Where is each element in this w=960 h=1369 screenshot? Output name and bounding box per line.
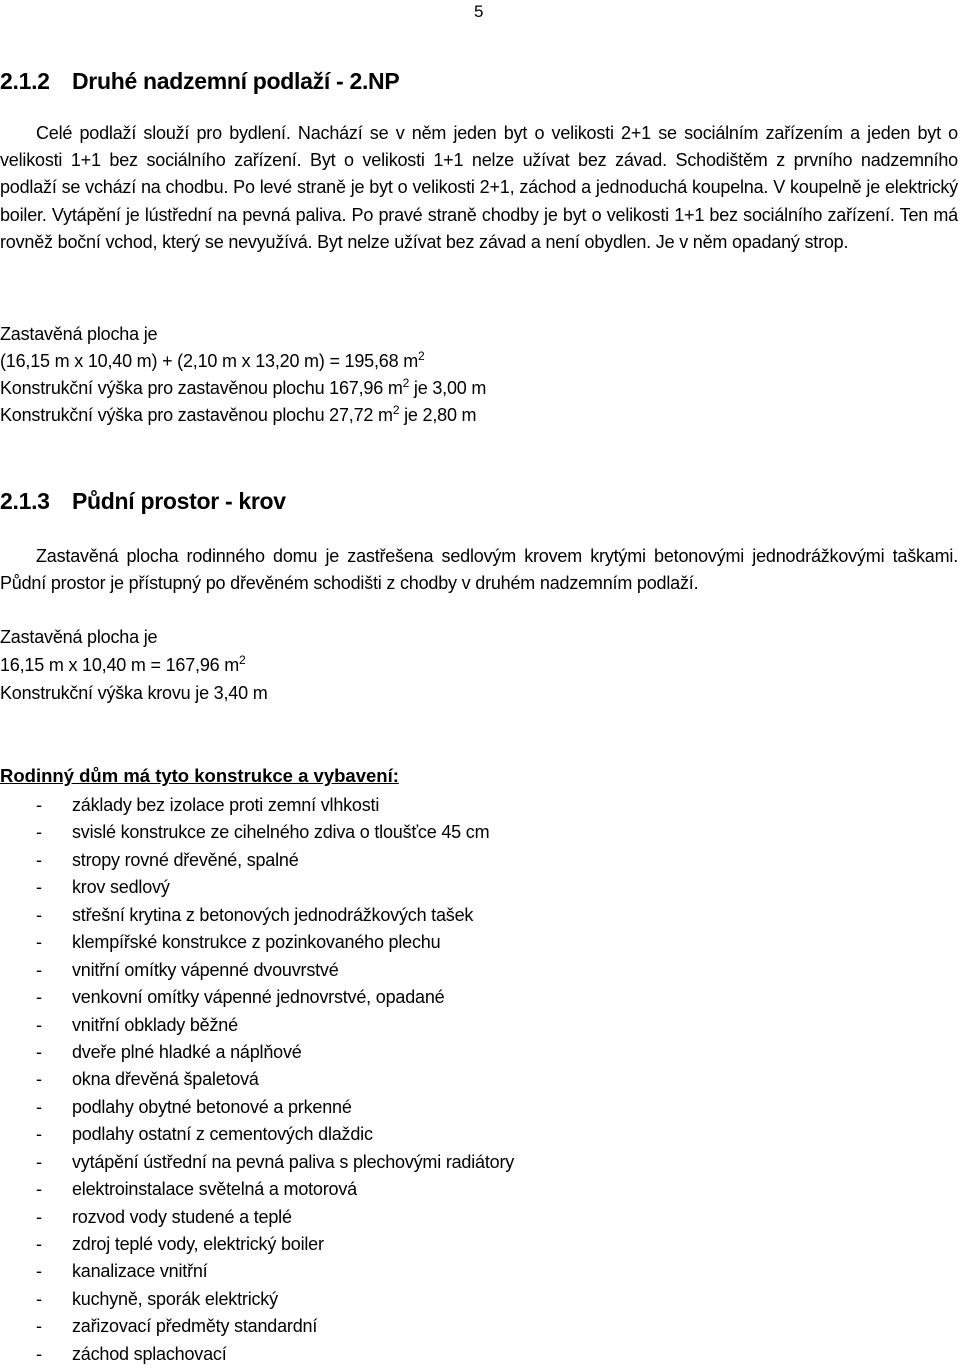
height-line-1: Konstrukční výška pro zastavěnou plochu 167,96 $m^2$ je 3,00 m xyxy=(0,376,487,398)
section-title: Druhé nadzemní podlaží - 2.NP xyxy=(72,68,400,94)
section-title: Půdní prostor - krov xyxy=(72,488,286,514)
area-label-2np: Zastavěná plocha je xyxy=(0,324,158,344)
height-krov: Konstrukční výška krovu je 3,40 m xyxy=(0,683,268,703)
area-label-krov: Zastavěná plocha je xyxy=(0,627,158,647)
paragraph-krov-description: Zastavěná plocha rodinného domu je zastřešena sedlovým krovem krytými betonovými jednodrážkovými taškami. Půdní prostor je přístupný po dřevěném schodišti z chodby v druhém nadzemním podlaží. xyxy=(0,546,958,594)
paragraph-2np-description: Celé podlaží slouží pro bydlení. Nachází se v něm jeden byt o velikosti 2+1 se sociálním zařízením a jeden byt o velikosti 1+1 bez sociálního zařízení. Byt o velikosti 1+1 nelze užívat bez závad. Schodištěm z prvního nadzemního podlaží se vchází na chodbu. Po levé straně je byt o velikosti 2+1, záchod a jednoduchá koupelna. V koupelně je elektrický boiler. Vytápění je lústřední na pevná paliva. Po pravé straně chodby je byt o velikosti 1+1 bez sociálního zařízení. Ten má rovněž boční vchod, který se nevyužívá. Byt nelze užívat bez závad a není obydlen. Je v něm opadaný strop. xyxy=(0,123,958,252)
section-number: 2.1.2 xyxy=(0,68,50,94)
area-formula-2np: (16,15 m x 10,40 m) + (2,10 m x 13,20 m) = 195,68 $m^2$ xyxy=(0,349,425,371)
section-heading-krov xyxy=(0,488,286,515)
page-number: 5 xyxy=(474,2,484,21)
height-line-2: Konstrukční výška pro zastavěnou plochu 27,72 $m^2$ je 2,80 m xyxy=(0,403,477,425)
area-formula-krov: 16,15 m x 10,40 m = 167,96 $m^2$ xyxy=(0,653,246,675)
section-number: 2.1.3 xyxy=(0,488,50,514)
section-heading-2np xyxy=(0,68,399,95)
construction-list-title: Rodinný dům má tyto konstrukce a vybavení: xyxy=(0,765,399,786)
